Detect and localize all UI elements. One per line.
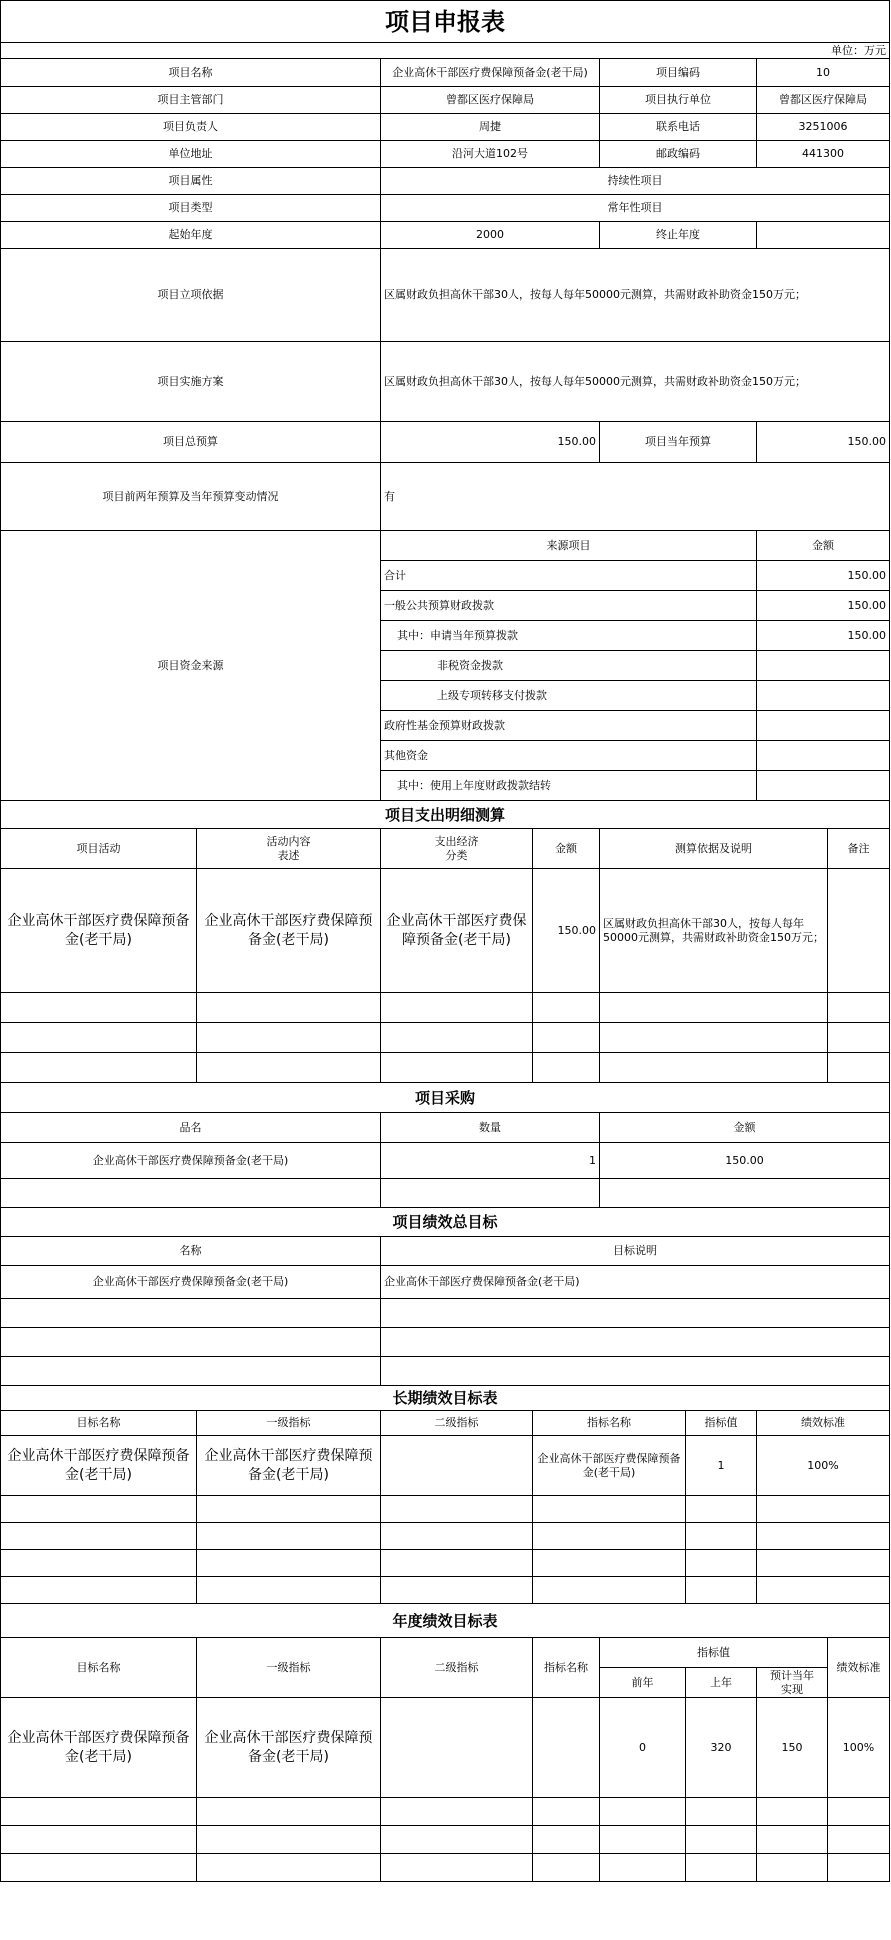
budget-change-value: 有 <box>381 463 890 531</box>
longterm-l1: 企业高休干部医疗费保障预备金(老干局) <box>197 1436 381 1496</box>
owner-label: 项目负责人 <box>1 114 381 141</box>
total-budget-label: 项目总预算 <box>1 422 381 463</box>
expense-header: 支出经济 分类 <box>381 829 533 869</box>
funding-row-amount <box>757 651 890 681</box>
start-year-value: 2000 <box>381 222 600 249</box>
address-label: 单位地址 <box>1 141 381 168</box>
funding-label: 项目资金来源 <box>1 531 381 801</box>
annual-header: 绩效标准 <box>828 1638 890 1698</box>
dept-label: 项目主管部门 <box>1 87 381 114</box>
budget-change-label: 项目前两年预算及当年预算变动情况 <box>1 463 381 531</box>
purchase-section-title: 项目采购 <box>1 1083 890 1113</box>
expense-header: 测算依据及说明 <box>600 829 828 869</box>
project-code-value: 10 <box>757 59 890 87</box>
longterm-target: 企业高休干部医疗费保障预备金(老干局) <box>1 1436 197 1496</box>
year-budget-value: 150.00 <box>757 422 890 463</box>
expense-activity: 企业高休干部医疗费保障预备金(老干局) <box>1 869 197 993</box>
purchase-header: 品名 <box>1 1113 381 1143</box>
annual-prev1: 320 <box>686 1698 757 1798</box>
annual-prev2: 0 <box>600 1698 686 1798</box>
longterm-header: 一级指标 <box>197 1411 381 1436</box>
attr-value: 持续性项目 <box>381 168 890 195</box>
funding-col-source: 来源项目 <box>381 531 757 561</box>
funding-row-label: 政府性基金预算财政拨款 <box>381 711 757 741</box>
funding-row-label: 其中：申请当年预算拨款 <box>381 621 757 651</box>
longterm-header: 指标名称 <box>533 1411 686 1436</box>
end-year-label: 终止年度 <box>600 222 757 249</box>
expense-category: 企业高休干部医疗费保障预备金(老干局) <box>381 869 533 993</box>
end-year-value <box>757 222 890 249</box>
goal-desc: 企业高休干部医疗费保障预备金(老干局) <box>381 1266 890 1299</box>
funding-row-label: 其他资金 <box>381 741 757 771</box>
annual-current: 150 <box>757 1698 828 1798</box>
annual-subheader: 上年 <box>686 1668 757 1698</box>
annual-header: 指标值 <box>600 1638 828 1668</box>
longterm-header: 二级指标 <box>381 1411 533 1436</box>
expense-content: 企业高休干部医疗费保障预备金(老干局) <box>197 869 381 993</box>
total-budget-value: 150.00 <box>381 422 600 463</box>
unit-label: 单位：万元 <box>1 43 890 59</box>
purchase-name: 企业高休干部医疗费保障预备金(老干局) <box>1 1143 381 1179</box>
type-label: 项目类型 <box>1 195 381 222</box>
annual-subheader: 预计当年 实现 <box>757 1668 828 1698</box>
longterm-section-title: 长期绩效目标表 <box>1 1386 890 1411</box>
funding-row-amount <box>757 681 890 711</box>
basis-label: 项目立项依据 <box>1 249 381 342</box>
start-year-label: 起始年度 <box>1 222 381 249</box>
funding-row-amount: 150.00 <box>757 591 890 621</box>
purchase-amount: 150.00 <box>600 1143 890 1179</box>
plan-label: 项目实施方案 <box>1 342 381 422</box>
year-budget-label: 项目当年预算 <box>600 422 757 463</box>
expense-header: 金额 <box>533 829 600 869</box>
goal-header: 目标说明 <box>381 1237 890 1266</box>
annual-subheader: 前年 <box>600 1668 686 1698</box>
funding-row-label: 上级专项转移支付拨款 <box>381 681 757 711</box>
annual-indicator <box>533 1698 600 1798</box>
annual-header: 二级指标 <box>381 1638 533 1698</box>
zip-value: 441300 <box>757 141 890 168</box>
basis-value: 区属财政负担高休干部30人，按每人每年50000元测算，共需财政补助资金150万元； <box>381 249 890 342</box>
funding-row-label: 一般公共预算财政拨款 <box>381 591 757 621</box>
exec-unit-value: 曾都区医疗保障局 <box>757 87 890 114</box>
funding-row-label: 合计 <box>381 561 757 591</box>
form-title: 项目申报表 <box>1 1 890 43</box>
owner-value: 周捷 <box>381 114 600 141</box>
annual-target: 企业高休干部医疗费保障预备金(老干局) <box>1 1698 197 1798</box>
longterm-indicator: 企业高休干部医疗费保障预备金(老干局) <box>533 1436 686 1496</box>
funding-row-label: 非税资金拨款 <box>381 651 757 681</box>
type-value: 常年性项目 <box>381 195 890 222</box>
expense-note <box>828 869 890 993</box>
expense-header: 活动内容 表述 <box>197 829 381 869</box>
expense-header: 备注 <box>828 829 890 869</box>
annual-standard: 100% <box>828 1698 890 1798</box>
zip-label: 邮政编码 <box>600 141 757 168</box>
funding-row-amount <box>757 741 890 771</box>
goal-section-title: 项目绩效总目标 <box>1 1208 890 1237</box>
attr-label: 项目属性 <box>1 168 381 195</box>
annual-l1: 企业高休干部医疗费保障预备金(老干局) <box>197 1698 381 1798</box>
exec-unit-label: 项目执行单位 <box>600 87 757 114</box>
annual-l2 <box>381 1698 533 1798</box>
longterm-header: 指标值 <box>686 1411 757 1436</box>
expense-basis: 区属财政负担高休干部30人，按每人每年50000元测算，共需财政补助资金150万元； <box>600 869 828 993</box>
expense-section-title: 项目支出明细测算 <box>1 801 890 829</box>
longterm-header: 目标名称 <box>1 1411 197 1436</box>
funding-row-amount: 150.00 <box>757 561 890 591</box>
project-code-label: 项目编码 <box>600 59 757 87</box>
longterm-header: 绩效标准 <box>757 1411 890 1436</box>
funding-col-amount: 金额 <box>757 531 890 561</box>
dept-value: 曾都区医疗保障局 <box>381 87 600 114</box>
purchase-qty: 1 <box>381 1143 600 1179</box>
funding-row-amount <box>757 711 890 741</box>
project-name-value: 企业高休干部医疗费保障预备金(老干局) <box>381 59 600 87</box>
longterm-standard: 100% <box>757 1436 890 1496</box>
address-value: 沿河大道102号 <box>381 141 600 168</box>
expense-header: 项目活动 <box>1 829 197 869</box>
annual-header: 目标名称 <box>1 1638 197 1698</box>
goal-name: 企业高休干部医疗费保障预备金(老干局) <box>1 1266 381 1299</box>
longterm-value: 1 <box>686 1436 757 1496</box>
annual-section-title: 年度绩效目标表 <box>1 1604 890 1638</box>
annual-header: 指标名称 <box>533 1638 600 1698</box>
plan-value: 区属财政负担高休干部30人，按每人每年50000元测算，共需财政补助资金150万元； <box>381 342 890 422</box>
purchase-header: 数量 <box>381 1113 600 1143</box>
goal-header: 名称 <box>1 1237 381 1266</box>
phone-value: 3251006 <box>757 114 890 141</box>
funding-row-amount: 150.00 <box>757 621 890 651</box>
phone-label: 联系电话 <box>600 114 757 141</box>
purchase-header: 金额 <box>600 1113 890 1143</box>
project-name-label: 项目名称 <box>1 59 381 87</box>
funding-row-amount <box>757 771 890 801</box>
annual-header: 一级指标 <box>197 1638 381 1698</box>
expense-amount: 150.00 <box>533 869 600 993</box>
funding-row-label: 其中：使用上年度财政拨款结转 <box>381 771 757 801</box>
longterm-l2 <box>381 1436 533 1496</box>
